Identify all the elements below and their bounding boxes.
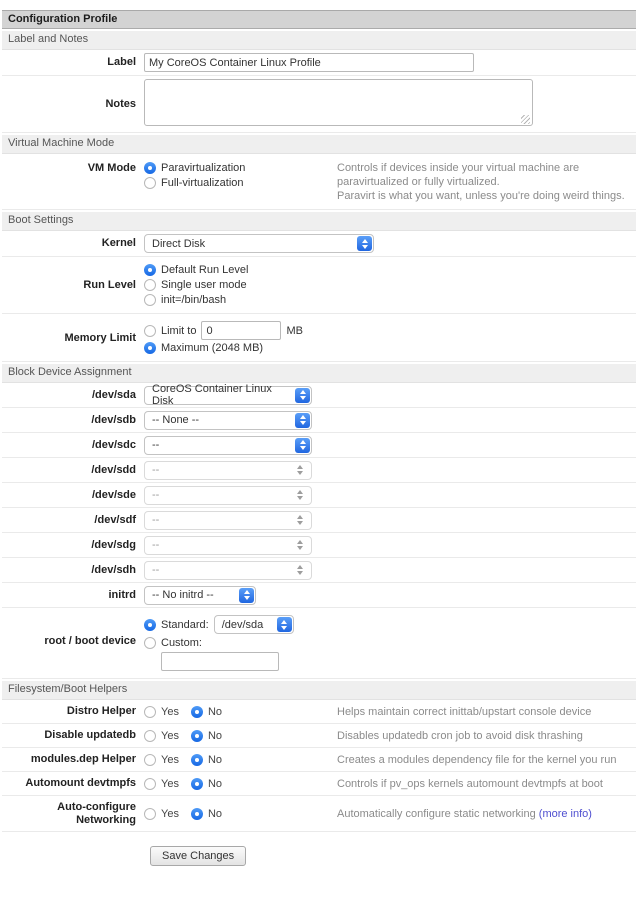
automount-devtmpfs-no-option[interactable]: No	[191, 778, 222, 790]
full-virtualization-label: Full-virtualization	[161, 177, 244, 189]
dev-sdd-select-value: --	[152, 464, 160, 476]
vm-mode-label: VM Mode	[87, 162, 136, 174]
device-row-sdf	[2, 508, 636, 533]
modules-dep-row	[2, 748, 636, 772]
modules-dep-no-radio[interactable]	[191, 754, 203, 766]
section-title-boot-settings: Boot Settings	[2, 212, 636, 231]
section-title-helpers: Filesystem/Boot Helpers	[2, 681, 636, 700]
run-level-label: Run Level	[83, 279, 136, 291]
dev-sdd-label: /dev/sdd	[91, 463, 136, 476]
dev-sdh-select-value: --	[152, 564, 160, 576]
automount-devtmpfs-label: Automount devtmpfs	[25, 777, 136, 789]
modules-dep-yes-radio[interactable]	[144, 754, 156, 766]
dev-sdf-label: /dev/sdf	[94, 513, 136, 526]
more-info-link[interactable]: (more info)	[538, 808, 592, 820]
paravirtualization-radio[interactable]	[144, 162, 156, 174]
distro-helper-row	[2, 700, 636, 724]
limit-to-label: Limit to	[161, 324, 197, 337]
initrd-row	[2, 583, 636, 608]
stepper-icon	[292, 538, 307, 553]
root-standard-radio[interactable]	[144, 619, 156, 631]
root-standard-label: Standard:	[161, 618, 209, 631]
disable-updatedb-yes-radio[interactable]	[144, 730, 156, 742]
notes-row	[2, 76, 636, 133]
auto-networking-no-radio[interactable]	[191, 808, 203, 820]
section-title-vm-mode: Virtual Machine Mode	[2, 135, 636, 154]
auto-networking-yes-radio[interactable]	[144, 808, 156, 820]
kernel-select[interactable]	[144, 234, 374, 253]
kernel-select-value: Direct Disk	[152, 237, 206, 250]
root-boot-device-row	[2, 608, 636, 679]
notes-textarea[interactable]	[144, 79, 533, 126]
stepper-icon	[292, 488, 307, 503]
root-standard-option	[144, 615, 294, 634]
distro-helper-no-radio[interactable]	[191, 706, 203, 718]
dev-sde-label: /dev/sde	[91, 488, 136, 501]
distro-helper-yes-option[interactable]: Yes	[144, 706, 179, 718]
stepper-icon	[357, 236, 372, 251]
dev-sdb-label: /dev/sdb	[91, 413, 136, 426]
device-row-sdh	[2, 558, 636, 583]
disable-updatedb-no-option[interactable]: No	[191, 730, 222, 742]
dev-sdc-label: /dev/sdc	[91, 438, 136, 451]
full-virtualization-radio[interactable]	[144, 177, 156, 189]
kernel-label: Kernel	[101, 237, 136, 249]
page-title: Configuration Profile	[2, 10, 636, 29]
disable-updatedb-no-radio[interactable]	[191, 730, 203, 742]
stepper-icon	[295, 413, 310, 428]
memory-limit-label: Memory Limit	[64, 332, 136, 344]
device-row-sde	[2, 483, 636, 508]
init-binbash-radio[interactable]	[144, 294, 156, 306]
modules-dep-yes-option[interactable]: Yes	[144, 754, 179, 766]
root-device-select-value: /dev/sda	[221, 618, 264, 631]
device-row-sdd	[2, 458, 636, 483]
run-level-option-default[interactable]	[144, 264, 337, 276]
memory-limit-row	[2, 314, 636, 362]
dev-sda-label: /dev/sda	[91, 388, 136, 401]
limit-to-radio[interactable]	[144, 325, 156, 337]
run-level-row	[2, 257, 636, 314]
label-input[interactable]	[144, 53, 474, 72]
modules-dep-help: Creates a modules dependency file for the kernel you run	[337, 754, 617, 766]
memory-unit-label: MB	[286, 324, 303, 337]
vm-mode-row	[2, 154, 636, 210]
distro-helper-no-option[interactable]: No	[191, 706, 222, 718]
root-custom-input[interactable]	[161, 652, 279, 671]
auto-configure-networking-label: Auto-configure Networking	[57, 800, 136, 826]
device-row-sda	[2, 383, 636, 408]
dev-sdg-label: /dev/sdg	[91, 538, 136, 551]
dev-sdb-select-value: -- None --	[152, 414, 200, 426]
default-run-level-label: Default Run Level	[161, 264, 249, 276]
stepper-icon	[292, 563, 307, 578]
automount-devtmpfs-help: Controls if pv_ops kernels automount devtmpfs at boot	[337, 778, 603, 790]
memory-limit-option-limit-to	[144, 321, 303, 340]
distro-helper-yes-radio[interactable]	[144, 706, 156, 718]
root-custom-option[interactable]	[144, 637, 294, 649]
disable-updatedb-label: Disable updatedb	[44, 729, 136, 741]
automount-devtmpfs-no-radio[interactable]	[191, 778, 203, 790]
disable-updatedb-help: Disables updatedb cron job to avoid disk thrashing	[337, 730, 583, 742]
single-user-mode-radio[interactable]	[144, 279, 156, 291]
distro-helper-label: Distro Helper	[66, 705, 136, 717]
dev-sdg-select	[144, 536, 312, 555]
auto-networking-no-option[interactable]: No	[191, 808, 222, 820]
vm-mode-help-text: Controls if devices inside your virtual machine are paravirtualized or fully virtualized. Paravirt is what you want, unless you're doing weird things.	[337, 162, 625, 202]
dev-sde-select	[144, 486, 312, 505]
dev-sdh-label: /dev/sdh	[91, 563, 136, 576]
dev-sdc-select[interactable]	[144, 436, 312, 455]
dev-sdc-select-value: --	[152, 439, 160, 451]
dev-sda-select[interactable]	[144, 383, 312, 407]
automount-devtmpfs-yes-option[interactable]: Yes	[144, 778, 179, 790]
root-custom-label: Custom:	[161, 637, 202, 649]
disable-updatedb-yes-option[interactable]: Yes	[144, 730, 179, 742]
automount-devtmpfs-yes-radio[interactable]	[144, 778, 156, 790]
stepper-icon	[295, 388, 310, 403]
stepper-icon	[292, 513, 307, 528]
dev-sdh-select	[144, 561, 312, 580]
single-user-mode-label: Single user mode	[161, 279, 247, 291]
run-level-option-init-binbash[interactable]	[144, 294, 337, 306]
auto-networking-help: Automatically configure static networking (more info)	[337, 808, 592, 820]
initrd-select[interactable]	[144, 586, 256, 605]
memory-limit-option-maximum[interactable]	[144, 342, 303, 354]
run-level-option-single-user[interactable]	[144, 279, 337, 291]
dev-sdd-select	[144, 461, 312, 480]
save-row	[2, 832, 636, 880]
memory-limit-input[interactable]	[201, 321, 281, 340]
root-boot-device-label: root / boot device	[44, 635, 136, 647]
stepper-icon	[239, 588, 254, 603]
disable-updatedb-row	[2, 724, 636, 748]
dev-sde-select-value: --	[152, 489, 160, 501]
section-title-label-and-notes: Label and Notes	[2, 31, 636, 50]
paravirtualization-label: Paravirtualization	[161, 162, 246, 174]
stepper-icon	[295, 438, 310, 453]
distro-helper-help: Helps maintain correct inittab/upstart console device	[337, 706, 592, 718]
kernel-row	[2, 231, 636, 257]
notes-field-label: Notes	[105, 97, 136, 110]
label-row	[2, 50, 636, 76]
stepper-icon	[292, 463, 307, 478]
dev-sdf-select	[144, 511, 312, 530]
root-device-select[interactable]	[214, 615, 294, 634]
vm-mode-option-paravirtualization[interactable]	[144, 162, 337, 174]
device-row-sdg	[2, 533, 636, 558]
section-title-block-devices: Block Device Assignment	[2, 364, 636, 383]
dev-sdf-select-value: --	[152, 514, 160, 526]
vm-mode-option-full-virtualization[interactable]	[144, 177, 337, 189]
device-row-sdb	[2, 408, 636, 433]
auto-networking-yes-option[interactable]: Yes	[144, 808, 179, 820]
stepper-icon	[277, 617, 292, 632]
label-field-label: Label	[107, 56, 136, 68]
init-binbash-label: init=/bin/bash	[161, 294, 227, 306]
automount-devtmpfs-row	[2, 772, 636, 796]
root-custom-radio[interactable]	[144, 637, 156, 649]
auto-configure-networking-row	[2, 796, 636, 832]
modules-dep-no-option[interactable]: No	[191, 754, 222, 766]
dev-sda-select-value: CoreOS Container Linux Disk	[152, 383, 272, 407]
save-button[interactable]: Save Changes	[150, 846, 246, 866]
maximum-memory-radio[interactable]	[144, 342, 156, 354]
modules-dep-label: modules.dep Helper	[30, 753, 136, 765]
default-run-level-radio[interactable]	[144, 264, 156, 276]
dev-sdb-select[interactable]	[144, 411, 312, 430]
device-row-sdc	[2, 433, 636, 458]
initrd-select-value: -- No initrd --	[152, 589, 214, 601]
initrd-label: initrd	[108, 588, 136, 601]
maximum-memory-label: Maximum (2048 MB)	[161, 342, 264, 354]
dev-sdg-select-value: --	[152, 539, 160, 551]
